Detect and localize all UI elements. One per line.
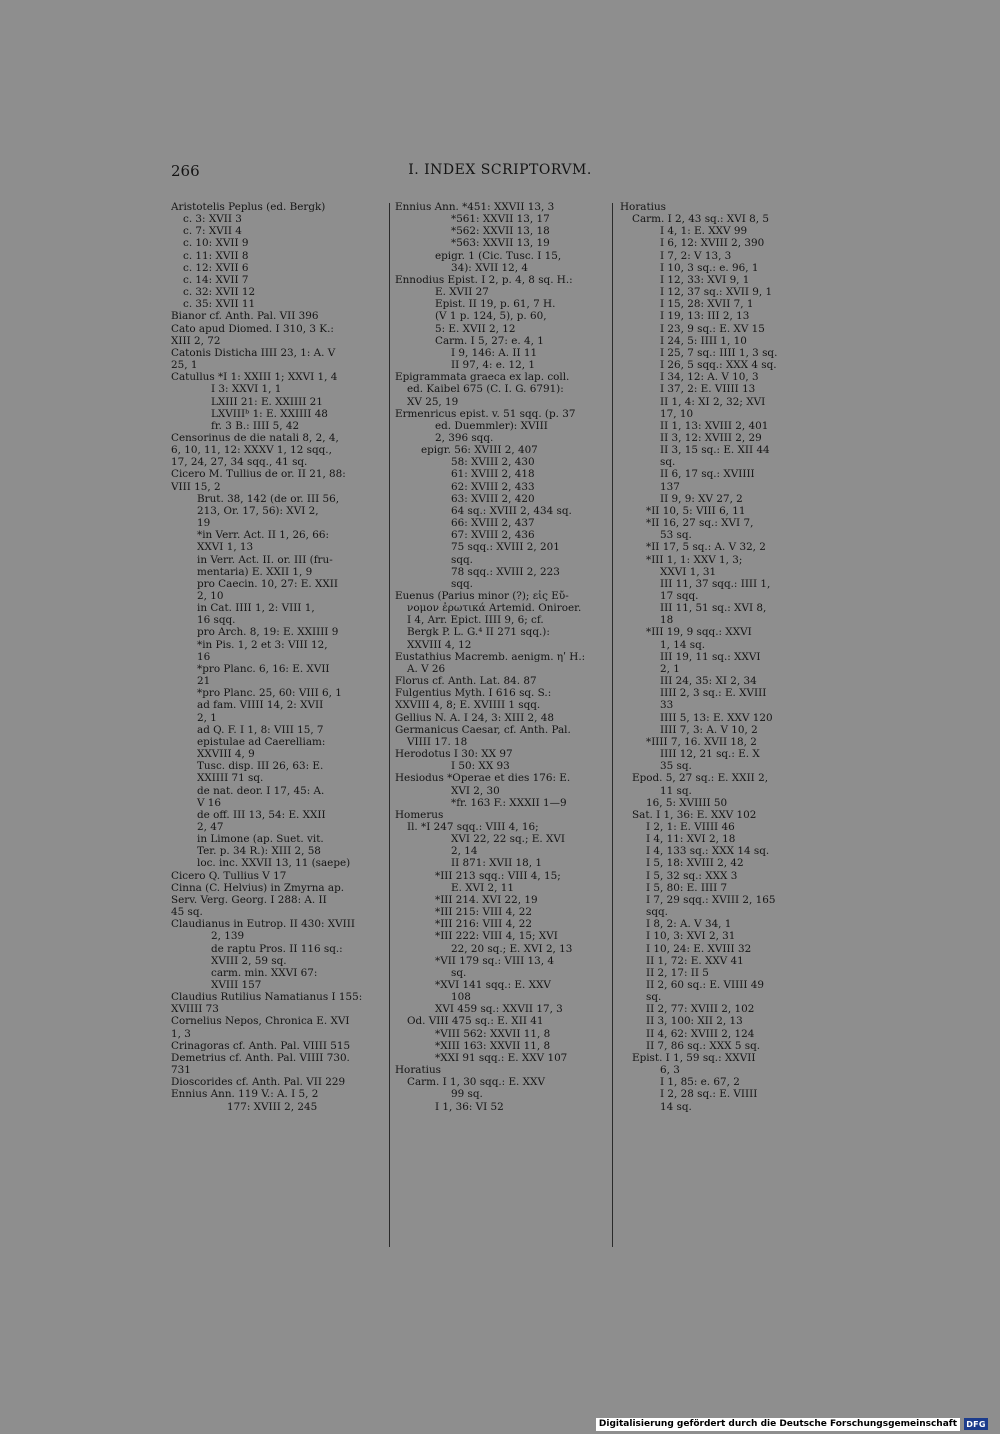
index-entry-line: Herodotus I 30: XX 97 xyxy=(395,748,513,761)
index-entry-line: XVIII 157 xyxy=(211,979,262,991)
index-entry-line: VIIII 17. 18 xyxy=(407,735,468,748)
index-entry-line: Epod. 5, 27 sq.: E. XXII 2, xyxy=(632,772,768,785)
index-entry-line: 2, 396 sqq. xyxy=(435,431,494,444)
index-entry-line: XXVI 1, 31 xyxy=(660,565,717,578)
index-entry-line: Fulgentius Myth. I 616 sq. S.: xyxy=(395,687,552,700)
index-entry-line: epigr. 56: XVIII 2, 407 xyxy=(421,444,538,457)
index-entry-line: Horatius xyxy=(395,1064,442,1077)
index-entry-line: Ermenricus epist. v. 51 sqq. (p. 37 xyxy=(395,407,576,420)
index-entry-line: III 19, 11 sq.: XXVI xyxy=(660,650,761,663)
index-entry-line: IIII 5, 13: E. XXV 120 xyxy=(660,711,773,724)
index-column-3 xyxy=(620,201,830,1113)
index-entry-line: 17, 24, 27, 34 sqq., 41 sq. xyxy=(171,456,308,469)
index-entry-line: *III 215: VIII 4, 22 xyxy=(435,906,533,919)
index-entry-line: Catullus *I 1: XXIII 1; XXVI 1, 4 xyxy=(171,371,338,384)
index-entry-line: Carm. I 2, 43 sq.: XVI 8, 5 xyxy=(632,213,769,226)
index-entry-line: 16, 5: XVIIII 50 xyxy=(646,796,728,809)
dfg-logo-icon: DFG xyxy=(964,1418,988,1430)
index-entry-line: XV 25, 19 xyxy=(407,395,459,408)
index-entry-line: I 50: XX 93 xyxy=(451,760,510,773)
index-entry-line: II 4, 62: XVIII 2, 124 xyxy=(646,1027,755,1040)
index-entry-line: *III 216: VIII 4, 22 xyxy=(435,918,533,931)
index-entry-line: sq. xyxy=(646,991,662,1004)
index-entry-line: Gellius N. A. I 24, 3: XIII 2, 48 xyxy=(395,711,554,724)
index-entry-line: Brut. 38, 142 (de or. III 56, xyxy=(197,492,340,505)
index-entry-line: *II 10, 5: VIII 6, 11 xyxy=(646,504,746,517)
index-entry-line: I 10, 3 sq.: e. 96, 1 xyxy=(660,261,759,274)
index-entry-line: LXVIIIᵇ 1: E. XXIIII 48 xyxy=(211,407,328,420)
index-entry-line: I 25, 7 sq.: IIII 1, 3 sq. xyxy=(660,346,778,359)
index-entry-line: epistulae ad Caerelliam: xyxy=(197,735,326,748)
index-entry-line: XVI 2, 30 xyxy=(451,784,500,797)
index-entry-line: I 4, 1: E. XXV 99 xyxy=(660,225,748,238)
index-entry-line: *in Verr. Act. II 1, 26, 66: xyxy=(197,529,329,542)
index-entry-line: 19 xyxy=(197,517,211,530)
index-entry-line: 18 xyxy=(660,614,674,627)
index-entry-line: 2, 14 xyxy=(451,845,478,858)
index-entry-line: IIII 7, 3: A. V 10, 2 xyxy=(660,723,758,736)
index-entry-line: Serv. Verg. Georg. I 288: A. II xyxy=(171,893,327,906)
index-entry-line: II 3, 15 sq.: E. XII 44 xyxy=(660,444,770,457)
index-entry-line: I 7, 2: V 13, 3 xyxy=(660,249,732,262)
index-entry-line: Euenus (Parius minor (?); εἰς Εὔ- xyxy=(395,590,569,602)
index-entry-line: Epigrammata graeca ex lap. coll. xyxy=(395,371,570,384)
index-entry-line: Carm. I 1, 30 sqq.: E. XXV xyxy=(407,1076,545,1089)
index-entry-line: Il. *I 247 sqq.: VIII 4, 16; xyxy=(407,820,539,833)
index-entry-line: Bergk P. L. G.⁴ II 271 sqq.): xyxy=(407,626,550,639)
index-entry-line: *pro Planc. 25, 60: VIII 6, 1 xyxy=(197,687,342,700)
index-entry-line: VIII 15, 2 xyxy=(171,480,221,493)
index-entry-line: I 4, 133 sq.: XXX 14 sq. xyxy=(646,845,770,858)
index-entry-line: 61: XVIII 2, 418 xyxy=(451,468,535,481)
index-entry-line: XIII 2, 72 xyxy=(171,334,221,347)
index-entry-line: c. 35: XVII 11 xyxy=(183,298,256,311)
index-entry-line: I 5, 32 sq.: XXX 3 xyxy=(646,869,738,882)
index-entry-line: ed. Duemmler): XVIII xyxy=(435,419,548,432)
index-entry-line: Cato apud Diomed. I 310, 3 K.: xyxy=(171,322,334,335)
index-entry-line: Eustathius Macremb. aenigm. ηʹ H.: xyxy=(395,650,586,663)
index-entry-line: *III 213 sqq.: VIII 4, 15; xyxy=(435,869,561,882)
index-entry-line: 33 xyxy=(660,699,674,712)
index-entry-line: Cicero M. Tullius de or. II 21, 88: xyxy=(171,468,346,481)
index-entry-line: E. XVII 27 xyxy=(435,286,489,299)
index-entry-line: 17 sqq. xyxy=(660,590,699,602)
index-entry-line: I 5, 18: XVIII 2, 42 xyxy=(646,857,744,870)
index-entry-line: c. 10: XVII 9 xyxy=(183,237,249,250)
index-entry-line: 137 xyxy=(660,480,680,493)
index-entry-line: II 3, 12: XVIII 2, 29 xyxy=(660,431,762,444)
index-entry-line: 45 sq. xyxy=(171,906,203,919)
index-entry-line: 35 sq. xyxy=(660,760,692,773)
index-entry-line: Tusc. disp. III 26, 63: E. xyxy=(197,760,324,773)
index-entry-line: I 23, 9 sq.: E. XV 15 xyxy=(660,322,765,335)
index-entry-line: I 3: XXVI 1, 1 xyxy=(211,383,282,396)
index-entry-line: sqq. xyxy=(646,906,668,919)
index-entry-line: I 26, 5 sqq.: XXX 4 sq. xyxy=(660,359,777,372)
index-entry-line: III 11, 37 sqq.: IIII 1, xyxy=(660,577,771,590)
index-entry-line: *III 214. XVI 22, 19 xyxy=(435,893,538,906)
index-entry-line: sq. xyxy=(660,456,676,469)
index-entry-line: *in Pis. 1, 2 et 3: VIII 12, xyxy=(197,638,328,651)
index-entry-line: 58: XVIII 2, 430 xyxy=(451,456,535,469)
index-entry-line: Bianor cf. Anth. Pal. VII 396 xyxy=(171,310,319,323)
index-entry-line: *II 16, 27 sq.: XVI 7, xyxy=(646,517,754,530)
index-entry-line: 108 xyxy=(451,991,471,1004)
index-entry-line: fr. 3 B.: IIII 5, 42 xyxy=(211,419,300,432)
index-entry-line: Germanicus Caesar, cf. Anth. Pal. xyxy=(395,723,571,736)
column-rule-right xyxy=(612,203,613,1247)
index-entry-line: I 1, 85: e. 67, 2 xyxy=(660,1076,740,1089)
index-entry-line: in Verr. Act. II. or. III (fru- xyxy=(197,553,333,566)
index-entry-line: sqq. xyxy=(451,577,473,590)
index-entry-line: in Cat. IIII 1, 2: VIII 1, xyxy=(197,602,315,615)
index-entry-line: 1, 3 xyxy=(171,1027,191,1040)
index-entry-line: 213, Or. 17, 56): XVI 2, xyxy=(197,504,319,517)
index-entry-line: I 7, 29 sqq.: XVIII 2, 165 xyxy=(646,893,776,906)
index-entry-line: 62: XVIII 2, 433 xyxy=(451,480,535,493)
index-entry-line: *XVI 141 sqq.: E. XXV xyxy=(435,979,551,991)
index-entry-line: 67: XVIII 2, 436 xyxy=(451,529,535,542)
index-entry-line: Homerus xyxy=(395,808,444,821)
index-entry-line: I 10, 3: XVI 2, 31 xyxy=(646,930,736,943)
index-entry-line: II 2, 77: XVIII 2, 102 xyxy=(646,1003,755,1016)
index-entry-line: Carm. I 5, 27: e. 4, 1 xyxy=(435,334,544,347)
index-entry-line: pro Caecin. 10, 27: E. XXII xyxy=(197,577,338,590)
index-entry-line: IIII 12, 21 sq.: E. X xyxy=(660,748,760,761)
index-entry-line: Od. VIII 475 sq.: E. XII 41 xyxy=(407,1015,544,1028)
index-entry-line: carm. min. XXVI 67: xyxy=(211,966,318,979)
index-entry-line: I 12, 37 sq.: XVII 9, 1 xyxy=(660,286,773,299)
index-entry-line: epigr. 1 (Cic. Tusc. I 15, xyxy=(435,249,562,262)
index-entry-line: 21 xyxy=(197,675,211,688)
index-entry-line: pro Arch. 8, 19: E. XXIIII 9 xyxy=(197,626,339,639)
index-entry-line: *II 17, 5 sq.: A. V 32, 2 xyxy=(646,541,766,554)
index-entry-line: 63: XVIII 2, 420 xyxy=(451,492,535,505)
index-entry-line: I 2, 1: E. VIIII 46 xyxy=(646,820,735,833)
index-entry-line: (V 1 p. 124, 5), p. 60, xyxy=(435,310,547,323)
index-entry-line: I 6, 12: XVIII 2, 390 xyxy=(660,237,765,250)
index-entry-line: 2, 1 xyxy=(660,662,680,675)
index-entry-line: *XIII 163: XXVII 11, 8 xyxy=(435,1039,551,1052)
index-entry-line: 25, 1 xyxy=(171,359,198,372)
index-entry-line: Aristotelis Peplus (ed. Bergk) xyxy=(171,201,326,213)
index-entry-line: 22, 20 sq.; E. XVI 2, 13 xyxy=(451,942,573,955)
index-entry-line: XXVI 1, 13 xyxy=(197,541,254,554)
index-entry-line: XXVIII 4, 12 xyxy=(407,638,472,651)
index-entry-line: I 15, 28: XVII 7, 1 xyxy=(660,298,754,311)
index-entry-line: III 24, 35: XI 2, 34 xyxy=(660,675,757,688)
index-entry-line: I 4, Arr. Epict. IIII 9, 6; cf. xyxy=(407,614,544,627)
index-entry-line: Catonis Disticha IIII 23, 1: A. V xyxy=(171,346,336,359)
index-entry-line: I 9, 146: A. II 11 xyxy=(451,346,538,359)
index-entry-line: *VIII 562: XXVII 11, 8 xyxy=(435,1027,551,1040)
index-entry-line: 16 xyxy=(197,650,211,663)
index-entry-line: c. 12: XVII 6 xyxy=(183,261,249,274)
page-number: 266 xyxy=(171,162,200,180)
index-entry-line: IIII 2, 3 sq.: E. XVIII xyxy=(660,687,767,700)
index-entry-line: 16 sqq. xyxy=(197,614,236,627)
index-entry-line: LXIII 21: E. XXIIII 21 xyxy=(211,395,323,408)
index-entry-line: 1, 14 sq. xyxy=(660,638,706,651)
running-title: I. INDEX SCRIPTORVM. xyxy=(408,162,592,178)
index-entry-line: I 19, 13: III 2, 13 xyxy=(660,310,750,323)
index-entry-line: mentaria) E. XXII 1, 9 xyxy=(197,565,313,578)
index-entry-line: Florus cf. Anth. Lat. 84. 87 xyxy=(395,675,537,688)
index-entry-line: I 1, 36: VI 52 xyxy=(435,1100,504,1113)
index-entry-line: II 97, 4: e. 12, 1 xyxy=(451,359,535,372)
index-entry-line: XVIII 2, 59 sq. xyxy=(211,954,287,967)
index-entry-line: II 1, 13: XVIII 2, 401 xyxy=(660,419,769,432)
index-entry-line: *III 222: VIII 4, 15; XVI xyxy=(435,930,558,943)
index-entry-line: de raptu Pros. II 116 sq.: xyxy=(211,942,343,955)
index-entry-line: *pro Planc. 6, 16: E. XVII xyxy=(197,662,330,675)
index-entry-line: Cornelius Nepos, Chronica E. XVI xyxy=(171,1015,350,1028)
footer-credit xyxy=(596,1417,988,1431)
index-entry-line: V 16 xyxy=(197,796,222,809)
index-entry-line: II 1, 4: XI 2, 32; XVI xyxy=(660,395,766,408)
index-entry-line: ad fam. VIIII 14, 2: XVII xyxy=(197,699,324,712)
index-entry-line: I 4, 11: XVI 2, 18 xyxy=(646,833,736,846)
index-entry-line: I 10, 24: E. XVIII 32 xyxy=(646,942,752,955)
index-entry-line: 14 sq. xyxy=(660,1100,692,1113)
index-entry-line: 53 sq. xyxy=(660,529,692,542)
index-entry-line: 6, 3 xyxy=(660,1064,680,1077)
index-entry-line: loc. inc. XXVII 13, 11 (saepe) xyxy=(197,857,351,870)
footer-text: Digitalisierung gefördert durch die Deutsche Forschungsgemeinschaft xyxy=(596,1418,960,1431)
index-entry-line: III 11, 51 sq.: XVI 8, xyxy=(660,602,767,615)
index-entry-line: in Limone (ap. Suet. vit. xyxy=(197,833,324,846)
index-entry-line: 75 sqq.: XVIII 2, 201 xyxy=(451,541,560,554)
index-entry-line: Ter. p. 34 R.): XIII 2, 58 xyxy=(197,845,321,858)
index-entry-line: *563: XXVII 13, 19 xyxy=(451,237,550,250)
index-entry-line: Epist. II 19, p. 61, 7 H. xyxy=(435,298,556,311)
index-entry-line: E. XVI 2, 11 xyxy=(451,881,514,894)
index-entry-line: *VII 179 sq.: VIII 13, 4 xyxy=(435,954,554,967)
column-rule-left xyxy=(389,203,390,1247)
index-entry-line: 17, 10 xyxy=(660,407,694,420)
index-entry-line: I 34, 12: A. V 10, 3 xyxy=(660,371,759,384)
index-entry-line: I 37, 2: E. VIIII 13 xyxy=(660,383,756,396)
index-entry-line: 6, 10, 11, 12: XXXV 1, 12 sqq., xyxy=(171,444,332,457)
index-entry-line: 177: XVIII 2, 245 xyxy=(227,1100,318,1113)
index-entry-line: de nat. deor. I 17, 45: A. xyxy=(197,784,325,797)
index-entry-line: 78 sqq.: XVIII 2, 223 xyxy=(451,565,560,578)
index-entry-line: *561: XXVII 13, 17 xyxy=(451,213,550,226)
index-entry-line: Claudianus in Eutrop. II 430: XVIII xyxy=(171,918,355,931)
index-entry-line: 11 sq. xyxy=(660,784,692,797)
index-entry-line: c. 7: XVII 4 xyxy=(183,225,242,238)
index-entry-line: A. V 26 xyxy=(407,662,446,675)
index-entry-line: XVI 459 sq.: XXVII 17, 3 xyxy=(435,1003,563,1016)
index-entry-line: ad Q. F. I 1, 8: VIII 15, 7 xyxy=(197,723,324,736)
index-entry-line: II 2, 60 sq.: E. VIIII 49 xyxy=(646,979,764,991)
index-entry-line: I 2, 28 sq.: E. VIIII xyxy=(660,1088,758,1101)
index-entry-line: XXIIII 71 sq. xyxy=(197,772,264,785)
index-entry-line: sq. xyxy=(451,966,467,979)
index-entry-line: de off. III 13, 54: E. XXII xyxy=(197,808,326,821)
index-entry-line: II 2, 17: II 5 xyxy=(646,966,709,979)
index-entry-line: ed. Kaibel 675 (C. I. G. 6791): xyxy=(407,383,564,396)
index-entry-line: sqq. xyxy=(451,553,473,566)
index-entry-line: Dioscorides cf. Anth. Pal. VII 229 xyxy=(171,1076,346,1089)
index-entry-line: Censorinus de die natali 8, 2, 4, xyxy=(171,431,339,444)
index-entry-line: 99 sq. xyxy=(451,1088,483,1101)
index-entry-line: II 6, 17 sq.: XVIIII xyxy=(660,468,755,481)
index-entry-line: 64 sq.: XVIII 2, 434 sq. xyxy=(451,504,572,517)
index-entry-line: II 3, 100: XII 2, 13 xyxy=(646,1015,743,1028)
index-entry-line: c. 11: XVII 8 xyxy=(183,249,249,262)
index-entry-line: Demetrius cf. Anth. Pal. VIIII 730. xyxy=(171,1051,350,1064)
index-entry-line: Hesiodus *Operae et dies 176: E. xyxy=(395,772,571,785)
index-entry-line: Cinna (C. Helvius) in Zmyrna ap. xyxy=(171,881,345,894)
index-entry-line: 34): XVII 12, 4 xyxy=(451,261,528,274)
index-column-1 xyxy=(171,201,386,1113)
index-entry-line: c. 14: XVII 7 xyxy=(183,273,249,286)
index-entry-line: Epist. I 1, 59 sq.: XXVII xyxy=(632,1051,756,1064)
index-entry-line: c. 32: XVII 12 xyxy=(183,286,256,299)
index-entry-line: 5: E. XVII 2, 12 xyxy=(435,322,516,335)
index-entry-line: 2, 139 xyxy=(211,930,245,943)
index-entry-line: Ennodius Epist. I 2, p. 4, 8 sq. H.: xyxy=(395,273,573,286)
index-entry-line: I 5, 80: E. IIII 7 xyxy=(646,881,728,894)
index-entry-line: 2, 47 xyxy=(197,820,224,833)
index-entry-line: II 871: XVII 18, 1 xyxy=(451,857,542,870)
index-entry-line: c. 3: XVII 3 xyxy=(183,213,242,226)
index-column-2 xyxy=(395,201,608,1113)
index-entry-line: I 12, 33: XVI 9, 1 xyxy=(660,273,750,286)
index-entry-line: νομον ἐρωτικά Artemid. Oniroer. xyxy=(407,602,582,615)
index-entry-line: Claudius Rutilius Namatianus I 155: xyxy=(171,991,363,1004)
index-entry-line: II 9, 9: XV 27, 2 xyxy=(660,492,743,505)
index-entry-line: XXVIII 4, 9 xyxy=(197,748,255,761)
index-entry-line: XXVIII 4, 8; E. XVIIII 1 sqq. xyxy=(395,699,541,712)
index-entry-line: I 8, 2: A. V 34, 1 xyxy=(646,918,732,931)
index-entry-line: XVIIII 73 xyxy=(171,1003,219,1016)
index-entry-line: Horatius xyxy=(620,201,667,213)
index-entry-line: 731 xyxy=(171,1064,191,1077)
index-entry-line: 66: XVIII 2, 437 xyxy=(451,517,535,530)
index-entry-line: *III 19, 9 sqq.: XXVI xyxy=(646,626,752,639)
index-entry-line: I 24, 5: IIII 1, 10 xyxy=(660,334,747,347)
index-entry-line: Sat. I 1, 36: E. XXV 102 xyxy=(632,808,757,821)
index-entry-line: *XXI 91 sqq.: E. XXV 107 xyxy=(435,1051,568,1064)
index-entry-line: Ennius Ann. 119 V.: A. I 5, 2 xyxy=(171,1088,319,1101)
index-entry-line: II 7, 86 sq.: XXX 5 sq. xyxy=(646,1039,761,1052)
index-entry-line: *III 1, 1: XXV 1, 3; xyxy=(646,553,743,566)
index-entry-line: 2, 1 xyxy=(197,711,217,724)
index-entry-line: Crinagoras cf. Anth. Pal. VIIII 515 xyxy=(171,1039,351,1052)
index-entry-line: *fr. 163 F.: XXXII 1—9 xyxy=(451,796,567,809)
index-entry-line: *562: XXVII 13, 18 xyxy=(451,225,550,238)
index-entry-line: Cicero Q. Tullius V 17 xyxy=(171,869,287,882)
index-entry-line: II 1, 72: E. XXV 41 xyxy=(646,954,744,967)
index-entry-line: XVI 22, 22 sq.; E. XVI xyxy=(451,833,565,846)
index-entry-line: *IIII 7, 16. XVII 18, 2 xyxy=(646,735,757,748)
index-entry-line: 2, 10 xyxy=(197,590,224,602)
index-entry-line: Ennius Ann. *451: XXVII 13, 3 xyxy=(395,201,555,213)
